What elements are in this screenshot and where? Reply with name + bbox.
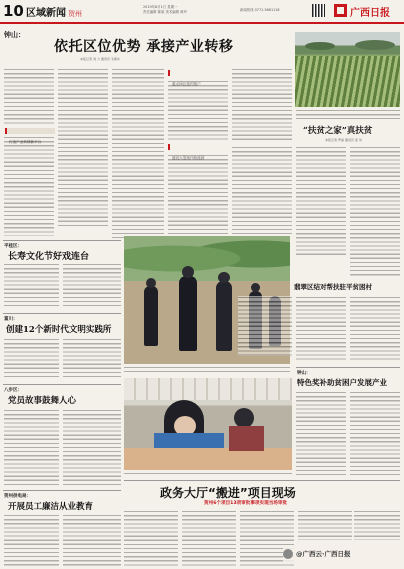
subsection-a-box	[5, 128, 55, 134]
left-story-3-headline: 党员故事鼓舞人心	[8, 396, 77, 406]
contact-line: 新闻热线 0771-5661118	[240, 8, 280, 12]
logo-icon	[334, 4, 347, 17]
top-story-region: 钟山：	[4, 31, 25, 39]
text-column	[63, 338, 121, 380]
text-column	[4, 514, 59, 566]
text-column	[298, 510, 352, 540]
text-column	[350, 146, 400, 276]
qr-code	[312, 4, 325, 17]
text-column	[63, 263, 121, 309]
top-story-headline: 依托区位优势 承接产业转移	[54, 39, 234, 55]
text-column	[232, 146, 292, 234]
logo-text: 广西日报	[350, 8, 390, 19]
divider	[124, 480, 400, 481]
page-number: 10	[3, 2, 24, 20]
section-label: 区域新闻	[26, 8, 66, 19]
text-column	[232, 68, 292, 140]
text-column	[63, 409, 121, 487]
text-column	[124, 510, 178, 566]
left-story-2-headline: 创建12个新时代文明实践所	[6, 325, 112, 335]
text-column	[350, 391, 400, 477]
text-column	[4, 409, 59, 487]
masthead	[0, 0, 404, 24]
right-story-region: 钟山：	[297, 371, 311, 376]
farmland-photo	[295, 32, 400, 107]
divider	[3, 313, 121, 314]
subsection-b-box	[168, 70, 220, 76]
middle-story-headline: 翡翠区结对帮扶驻平贫困村	[294, 283, 372, 291]
left-story-4-region: 贺州供电局：	[4, 494, 31, 499]
newspaper-logo	[334, 4, 404, 17]
divider	[3, 490, 121, 491]
text-column	[354, 510, 400, 540]
text-column	[238, 296, 292, 356]
region-label: 贺州	[68, 10, 82, 18]
text-column	[168, 154, 228, 234]
watermark-text: @广西云·广西日报	[296, 550, 351, 558]
dance-caption	[124, 366, 290, 372]
left-story-1-headline: 长寿文化节好戏连台	[8, 252, 90, 262]
bottom-story-headline: 政务大厅“搬进”项目现场	[160, 486, 296, 500]
watermark-logo-icon	[283, 549, 293, 559]
text-column	[58, 68, 108, 228]
text-column	[296, 296, 346, 362]
text-column	[182, 510, 236, 566]
factory-caption	[124, 472, 292, 477]
divider	[3, 240, 121, 241]
factory-workers-photo	[124, 378, 292, 470]
left-story-4-headline: 开展员工廉洁从业教育	[8, 502, 94, 512]
feature-headline: “扶贫之家”真扶贫	[303, 126, 373, 136]
watermark	[283, 546, 401, 562]
text-column	[4, 338, 59, 380]
text-column	[4, 136, 54, 236]
left-story-2-region: 富川：	[4, 317, 18, 322]
editor-line: 责任编辑 陈斌 美术编辑 黄玲	[143, 10, 187, 14]
text-column	[296, 391, 346, 477]
text-column	[4, 68, 54, 124]
text-column	[296, 146, 346, 256]
divider	[3, 384, 121, 385]
left-story-3-region: 八步区：	[4, 388, 22, 393]
date-line: 2019年8月1日 星期一	[143, 5, 178, 9]
top-story-byline: 本报记者 刘 力 通讯员 韦素华	[80, 57, 120, 61]
right-story-headline: 特色奖补助贫困户发展产业	[297, 378, 387, 387]
text-column	[4, 263, 59, 309]
farmland-caption	[296, 109, 400, 119]
subsection-c-box	[168, 144, 230, 150]
text-column	[63, 514, 121, 566]
text-column	[350, 296, 400, 362]
divider	[296, 367, 400, 368]
section-title	[26, 4, 82, 19]
left-story-1-region: 平桂区：	[4, 244, 22, 249]
text-column	[168, 80, 228, 140]
text-column	[112, 68, 164, 238]
bottom-story-subhead: 贺州6个项目13项审批事项实现当场审批	[204, 501, 288, 506]
feature-byline: 本报记者 罗丽 通讯员 庞 凤	[325, 138, 362, 142]
